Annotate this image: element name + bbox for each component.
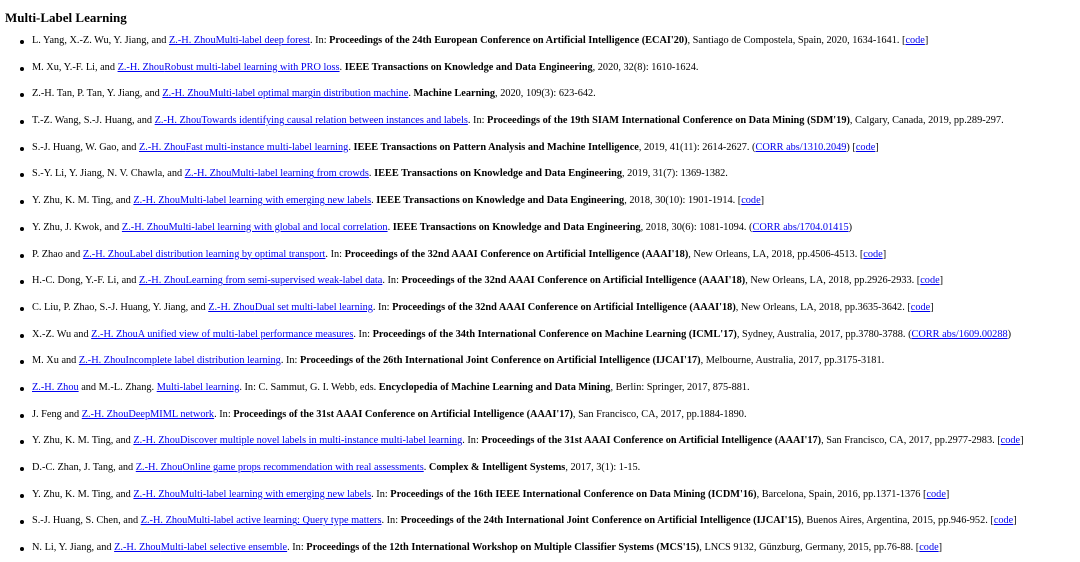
paper-title-link[interactable]: Label distribution learning by optimal transport [129, 248, 326, 260]
publication-item [0, 455, 1080, 482]
paper-title-link[interactable]: Multi-label learning with emerging new labels [180, 195, 372, 207]
code-bracket: ] [930, 301, 934, 313]
authors-text: D.-C. Zhan, J. Tang, and [32, 462, 136, 473]
venue-prefix: . In: [353, 328, 373, 340]
code-link[interactable]: code [863, 248, 883, 260]
code-link[interactable]: code [1000, 435, 1021, 447]
venue-name: Proceedings of the 32nd AAAI Conference on Artificial Intelligence (AAAI'18) [401, 275, 746, 287]
publication-item [0, 428, 1080, 455]
publication-details: , New Orleans, LA, 2018, pp.2926-2933. [ [745, 275, 921, 287]
author-link-zhou[interactable]: Z.-H. Zhou [91, 328, 138, 340]
author-link-zhou[interactable]: Z.-H. Zhou [135, 462, 183, 473]
venue-name: Proceedings of the 16th IEEE International Conference on Data Mining (ICDM'16) [390, 488, 757, 500]
venue-name: IEEE Transactions on Knowledge and Data Engineering [392, 221, 641, 233]
author-link-zhou[interactable]: Z.-H. Zhou [81, 408, 129, 420]
publication-details: , New Orleans, LA, 2018, pp.3635-3642. [ [735, 301, 911, 313]
venue-prefix: . In: [309, 35, 330, 46]
venue-name: Proceedings of the 19th SIAM International Conference on Data Mining (SDM'19) [487, 115, 850, 127]
venue-prefix: . In: [382, 275, 402, 287]
author-link-zhou[interactable]: Z.-H. Zhou [154, 115, 202, 127]
publication-item [0, 28, 1080, 55]
authors-text: M. Xu and [32, 355, 79, 367]
venue-prefix: . [371, 195, 377, 207]
authors-text: Y. Zhu, K. M. Ting, and [32, 488, 134, 500]
author-link-zhou[interactable]: Z.-H. Zhou [78, 355, 126, 367]
publication-item [0, 242, 1080, 269]
code-bracket: ] [875, 141, 879, 153]
venue-name: Proceedings of the 32nd AAAI Conference on Artificial Intelligence (AAAI'18) [344, 248, 689, 260]
publication-details: , 2020, 109(3): 623-642. [495, 88, 596, 100]
authors-text: S.-J. Huang, S. Chen, and [32, 515, 141, 527]
code-link[interactable]: code [993, 515, 1014, 527]
code-link[interactable]: code [920, 275, 940, 287]
venue-prefix: . [348, 141, 354, 153]
paper-title-link[interactable]: Discover multiple novel labels in multi-instance multi-label learning [180, 435, 463, 447]
publication-item [0, 215, 1080, 242]
paper-title-link[interactable]: DeepMIML network [128, 408, 215, 420]
paper-title-link[interactable]: Online game props recommendation with real assessments [182, 462, 424, 473]
code-link[interactable]: code [926, 488, 946, 500]
paper-title-link[interactable]: Incomplete label distribution learning [125, 355, 281, 367]
authors-text: S.-Y. Li, Y. Jiang, N. V. Chawla, and [32, 168, 185, 180]
paper-title-link[interactable]: A unified view of multi-label performance measures [137, 328, 354, 340]
corr-link[interactable]: CORR abs/1609.00288 [911, 328, 1008, 340]
venue-name: Encyclopedia of Machine Learning and Data Mining [378, 381, 611, 393]
venue-name: Proceedings of the 32nd AAAI Conference on Artificial Intelligence (AAAI'18) [392, 301, 736, 313]
venue-prefix: . In: [325, 248, 345, 260]
paper-title-link[interactable]: Learning from semi-supervised weak-label data [185, 275, 383, 287]
author-link-zhou[interactable]: Z.-H. Zhou [208, 301, 255, 313]
publication-item [0, 108, 1080, 135]
code-bracket: ] [882, 248, 887, 260]
venue-prefix: . In: [287, 542, 307, 554]
publication-details: , 2019, 41(11): 2614-2627. ( [638, 141, 756, 153]
paper-title-link[interactable]: Multi-label optimal margin distribution machine [208, 88, 409, 100]
authors-text: J. Feng and [32, 408, 82, 420]
paper-title-link[interactable]: Multi-label selective ensemble [160, 542, 288, 554]
venue-name: Machine Learning [413, 88, 496, 100]
author-link-zhou[interactable]: Z.-H. Zhou [133, 435, 180, 447]
venue-name: Proceedings of the 24th European Conference on Artificial Intelligence (ECAI'20) [329, 35, 688, 46]
corr-suffix: ) [1007, 328, 1012, 340]
publication-details: , 2019, 31(7): 1369-1382. [622, 168, 728, 180]
paper-title-link[interactable]: Multi-label learning with emerging new labels [180, 488, 372, 500]
authors-text: C. Liu, P. Zhao, S.-J. Huang, Y. Jiang, and [32, 301, 209, 313]
paper-title-link[interactable]: Multi-label learning from crowds [231, 168, 369, 180]
venue-name: Proceedings of the 31st AAAI Conference on Artificial Intelligence (AAAI'17) [233, 408, 573, 420]
corr-suffix: ) [ [846, 141, 856, 153]
venue-name: Proceedings of the 12th International Workshop on Multiple Classifier Systems (MCS'15) [306, 542, 700, 554]
publication-details: , 2017, 3(1): 1-15. [565, 462, 641, 473]
authors-text: L. Yang, X.-Z. Wu, Y. Jiang, and [32, 35, 169, 46]
publication-details: , Calgary, Canada, 2019, pp.289-297. [849, 115, 1004, 127]
publication-item [0, 402, 1080, 429]
publication-item [0, 188, 1080, 215]
venue-prefix: . In: [381, 515, 401, 527]
publication-item [0, 508, 1080, 535]
author-link-zhou[interactable]: Z.-H. Zhou [139, 275, 186, 287]
paper-title-link[interactable]: Towards identifying causal relation between instances and labels [201, 115, 468, 127]
author-link-zhou[interactable]: Z.-H. Zhou [121, 221, 169, 233]
venue-prefix: . In: C. Sammut, G. I. Webb, eds. [239, 381, 379, 393]
author-link-zhou[interactable]: Z.-H. Zhou [133, 195, 180, 207]
code-link[interactable]: code [910, 301, 931, 313]
authors-text: N. Li, Y. Jiang, and [32, 542, 115, 554]
publication-item [0, 375, 1080, 402]
author-link-zhou[interactable]: Z.-H. Zhou [138, 141, 186, 153]
venue-name: Proceedings of the 34th International Conference on Machine Learning (ICML'17) [372, 328, 737, 340]
author-link-zhou[interactable]: Z.-H. Zhou [114, 542, 161, 554]
code-bracket: ] [924, 35, 929, 46]
author-link-zhou[interactable]: Z.-H. Zhou [168, 35, 216, 46]
paper-title-link[interactable]: Multi-label learning [156, 381, 240, 393]
venue-name: Proceedings of the 31st AAAI Conference on Artificial Intelligence (AAAI'17) [481, 435, 822, 447]
corr-suffix: ) [848, 221, 853, 233]
authors-text: Y. Zhu, K. M. Ting, and [32, 195, 134, 207]
authors-text: Y. Zhu, K. M. Ting, and [32, 435, 134, 447]
code-link[interactable]: code [741, 195, 761, 207]
authors-text: M. Xu, Y.-F. Li, and [32, 61, 118, 73]
publication-item [0, 81, 1080, 108]
author-link-zhou[interactable]: Z.-H. Zhou [184, 168, 232, 180]
coauthors-text: and M.-L. Zhang. [78, 381, 157, 393]
section-title: Multi-Label Learning [5, 10, 127, 25]
publication-details: , Santiago de Compostela, Spain, 2020, 1634-1641. [ [687, 35, 906, 46]
code-bracket: ] [1020, 435, 1024, 447]
publication-details: , 2018, 30(6): 1081-1094. ( [640, 221, 753, 233]
code-link[interactable]: code [855, 141, 876, 153]
author-link-zhou[interactable]: Z.-H. Zhou [162, 88, 209, 100]
venue-prefix: . In: [372, 301, 393, 313]
authors-text: H.-C. Dong, Y.-F. Li, and [32, 275, 140, 287]
publication-details: , Sydney, Australia, 2017, pp.3780-3788. ( [736, 328, 912, 340]
venue-prefix: . In: [467, 115, 488, 127]
venue-prefix: . [423, 462, 429, 473]
publication-item [0, 135, 1080, 162]
corr-link[interactable]: CORR abs/1310.2049 [755, 141, 847, 153]
publication-details: , Melbourne, Australia, 2017, pp.3175-3181. [700, 355, 885, 367]
venue-name: IEEE Transactions on Knowledge and Data Engineering [376, 195, 625, 207]
publication-details: , 2018, 30(10): 1901-1914. [ [624, 195, 742, 207]
venue-prefix: . [408, 88, 414, 100]
authors-text: Z.-H. Tan, P. Tan, Y. Jiang, and [32, 88, 163, 100]
venue-prefix: . [368, 168, 375, 180]
publication-details: , San Francisco, CA, 2017, pp.2977-2983. [ [821, 435, 1001, 447]
code-bracket: ] [1013, 515, 1017, 527]
publication-list [0, 28, 1080, 562]
publication-item [0, 161, 1080, 188]
authors-text: P. Zhao and [32, 248, 83, 260]
code-bracket: ] [945, 488, 950, 500]
code-bracket: ] [938, 542, 943, 554]
venue-name: IEEE Transactions on Pattern Analysis and Machine Intelligence [353, 141, 639, 153]
venue-name: IEEE Transactions on Knowledge and Data Engineering [374, 168, 623, 180]
paper-title-link[interactable]: Dual set multi-label learning [254, 301, 373, 313]
code-link[interactable]: code [919, 542, 939, 554]
author-link-zhou[interactable]: Z.-H. Zhou [140, 515, 188, 527]
authors-text: Y. Zhu, J. Kwok, and [32, 221, 122, 233]
code-bracket: ] [939, 275, 944, 287]
venue-name: Complex & Intelligent Systems [428, 462, 566, 473]
venue-prefix: . [387, 221, 393, 233]
venue-prefix: . In: [371, 488, 391, 500]
author-link-zhou[interactable]: Z.-H. Zhou [117, 61, 165, 73]
publication-item [0, 322, 1080, 349]
venue-name: Proceedings of the 24th International Joint Conference on Artificial Intelligence (IJCAI'15) [400, 515, 802, 527]
paper-title-link[interactable]: Multi-label active learning: Query type matters [187, 515, 382, 527]
authors-text: S.-J. Huang, W. Gao, and [32, 141, 139, 153]
publication-item [0, 348, 1080, 375]
venue-name: Proceedings of the 26th International Joint Conference on Artificial Intelligence (IJCAI'17) [299, 355, 701, 367]
publication-details: , Buenos Aires, Argentina, 2015, pp.946-952. [ [801, 515, 994, 527]
author-link-zhou[interactable]: Z.-H. Zhou [82, 248, 130, 260]
publication-details: , Berlin: Springer, 2017, 875-881. [610, 381, 750, 393]
author-link-zhou[interactable]: Z.-H. Zhou [32, 381, 79, 393]
code-link[interactable]: code [905, 35, 925, 46]
publication-details: , San Francisco, CA, 2017, pp.1884-1890. [572, 408, 747, 420]
code-bracket: ] [760, 195, 765, 207]
paper-title-link[interactable]: Multi-label learning with global and local correlation [168, 221, 388, 233]
publication-item [0, 55, 1080, 82]
venue-prefix: . [339, 61, 345, 73]
publication-item [0, 268, 1080, 295]
publication-details: , 2020, 32(8): 1610-1624. [592, 61, 699, 73]
venue-prefix: . In: [214, 408, 234, 420]
publication-details: , New Orleans, LA, 2018, pp.4506-4513. [ [688, 248, 864, 260]
paper-title-link[interactable]: Fast multi-instance multi-label learning [185, 141, 349, 153]
author-link-zhou[interactable]: Z.-H. Zhou [133, 488, 180, 500]
venue-prefix: . In: [280, 355, 300, 367]
publication-details: , LNCS 9132, Günzburg, Germany, 2015, pp.76-88. [ [699, 542, 920, 554]
authors-text: T.-Z. Wang, S.-J. Huang, and [32, 115, 155, 127]
corr-link[interactable]: CORR abs/1704.01415 [752, 221, 849, 233]
venue-name: IEEE Transactions on Knowledge and Data Engineering [344, 61, 593, 73]
paper-title-link[interactable]: Robust multi-label learning with PRO loss [164, 61, 340, 73]
paper-title-link[interactable]: Multi-label deep forest [215, 35, 310, 46]
authors-text: X.-Z. Wu and [32, 328, 92, 340]
venue-prefix: . In: [462, 435, 482, 447]
publication-item [0, 482, 1080, 509]
publication-details: , Barcelona, Spain, 2016, pp.1371-1376 [ [756, 488, 927, 500]
publication-item [0, 295, 1080, 322]
